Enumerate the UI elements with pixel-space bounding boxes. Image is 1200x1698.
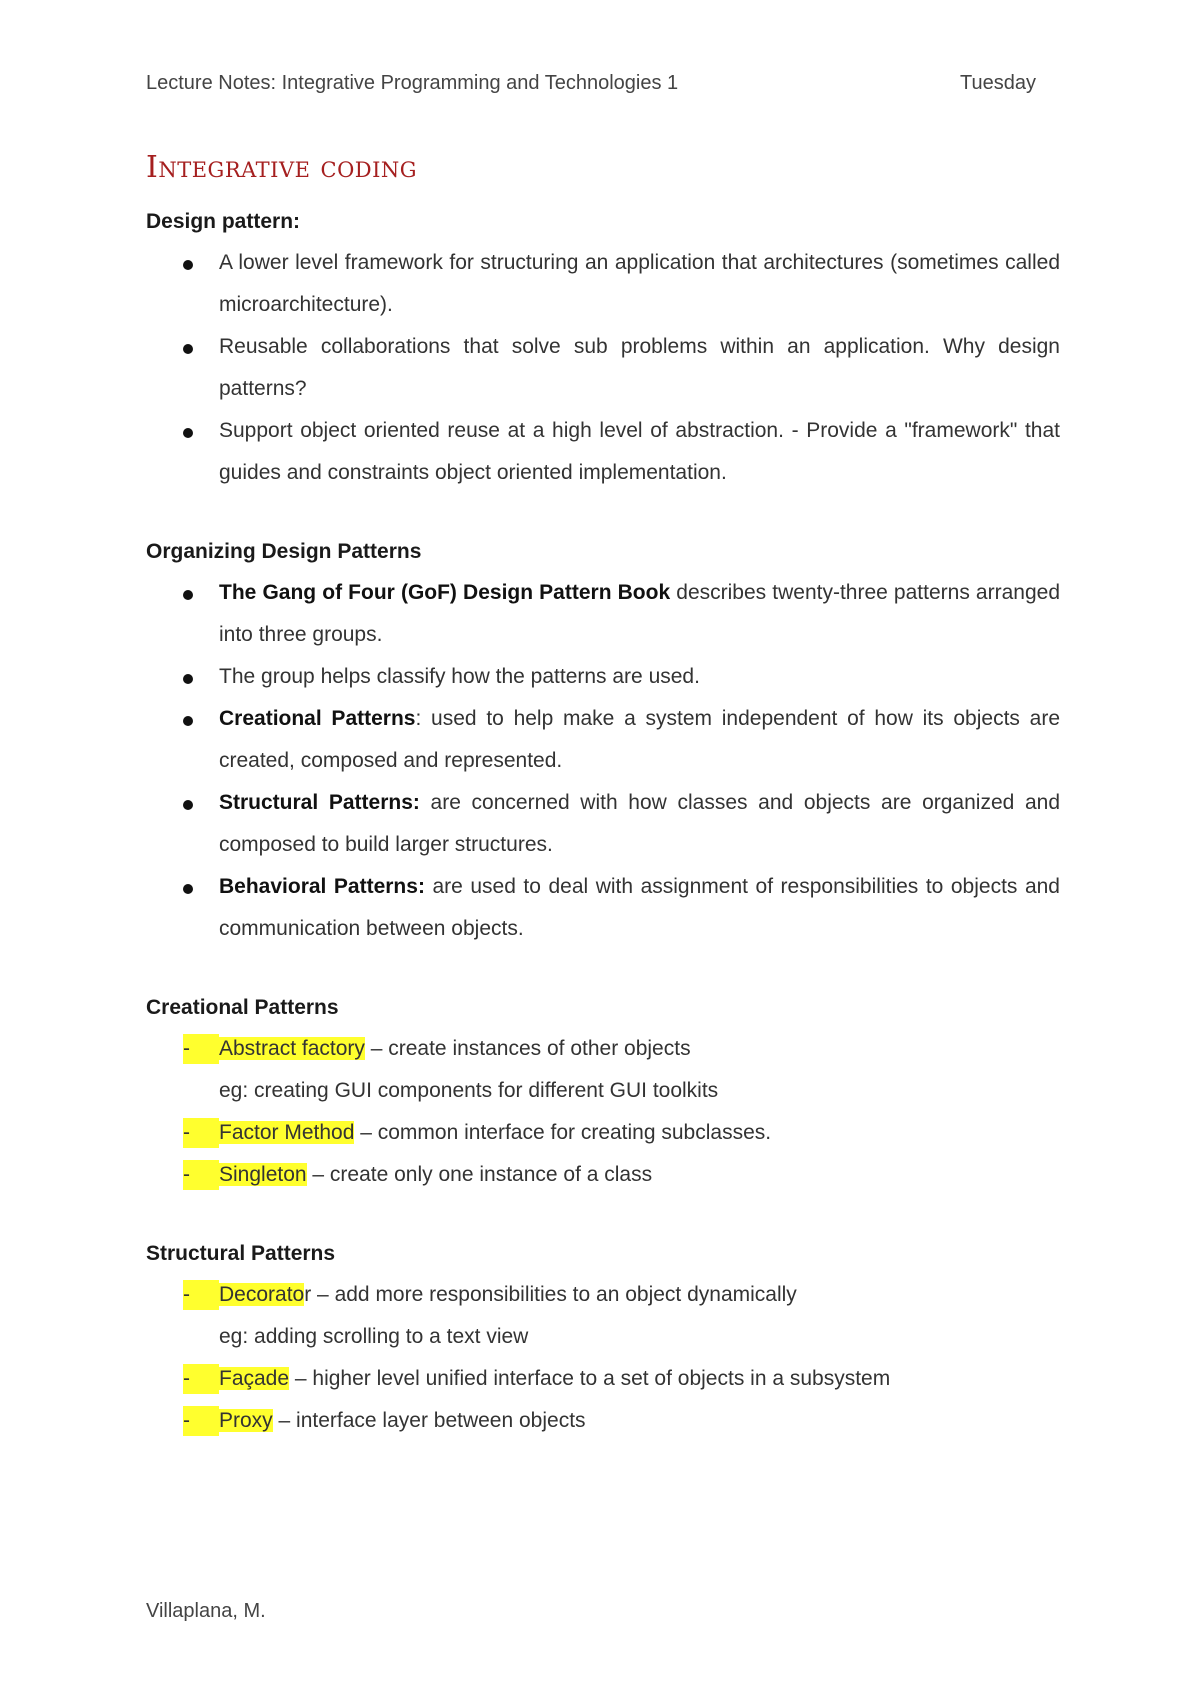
list-item: Creational Patterns: used to help make a system independent of how its objects are created, composed and represented. — [146, 698, 1060, 782]
list-item: - Proxy – interface layer between objects — [146, 1400, 1060, 1442]
bullet-icon — [183, 590, 193, 600]
structural-list — [146, 1274, 1060, 1316]
dash-highlight: - — [183, 1364, 219, 1394]
section-title: Integrative coding — [146, 150, 418, 185]
list-item: - Abstract factory – create instances of other objects — [146, 1028, 1060, 1070]
list-item: Support object oriented reuse at a high level of abstraction. - Provide a "framework" that guides and constraints object oriented implementation. — [146, 410, 1060, 494]
pattern-name: Façade — [219, 1367, 290, 1390]
pattern-name: Abstract factory — [219, 1037, 365, 1060]
dash-highlight: - — [183, 1160, 219, 1190]
design-pattern-list — [146, 242, 1060, 494]
bullet-icon — [183, 428, 193, 438]
creational-heading: Creational Patterns — [146, 996, 339, 1019]
bullet-icon — [183, 260, 193, 270]
list-item: - Decorator – add more responsibilities to an object dynamically — [146, 1274, 1060, 1316]
header-title: Lecture Notes: Integrative Programming and Technologies 1 — [146, 72, 679, 94]
page-footer: Villaplana, M. — [146, 1600, 266, 1622]
dash-highlight: - — [183, 1406, 219, 1436]
header-day: Tuesday — [960, 72, 1036, 94]
list-item: The group helps classify how the patterns are used. — [146, 656, 1060, 698]
dash-highlight: - — [183, 1280, 219, 1310]
dash-highlight: - — [183, 1034, 219, 1064]
organizing-list — [146, 572, 1060, 950]
bullet-icon — [183, 884, 193, 894]
bullet-icon — [183, 716, 193, 726]
bullet-icon — [183, 344, 193, 354]
list-item: Behavioral Patterns: are used to deal with assignment of responsibilities to objects and communication between objects. — [146, 866, 1060, 950]
bullet-icon — [183, 674, 193, 684]
pattern-name: Decorato — [219, 1283, 305, 1306]
creational-list — [146, 1028, 1060, 1070]
pattern-name: Proxy — [219, 1409, 273, 1432]
list-item: Reusable collaborations that solve sub problems within an application. Why design patterns? — [146, 326, 1060, 410]
list-item: The Gang of Four (GoF) Design Pattern Book describes twenty-three patterns arranged into three groups. — [146, 572, 1060, 656]
list-item: - Singleton – create only one instance of a class — [146, 1154, 1060, 1196]
example-text: eg: creating GUI components for different GUI toolkits — [219, 1079, 719, 1102]
document-body — [146, 148, 1060, 1442]
design-pattern-heading: Design pattern: — [146, 210, 301, 233]
pattern-name: Singleton — [219, 1163, 307, 1186]
structural-heading: Structural Patterns — [146, 1242, 336, 1265]
list-item: A lower level framework for structuring an application that architectures (sometimes called microarchitecture). — [146, 242, 1060, 326]
list-item: Structural Patterns: are concerned with how classes and objects are organized and composed to build larger structures. — [146, 782, 1060, 866]
bullet-icon — [183, 800, 193, 810]
list-item: - Factor Method – common interface for creating subclasses. — [146, 1112, 1060, 1154]
organizing-heading: Organizing Design Patterns — [146, 540, 422, 563]
list-item: - Façade – higher level unified interface to a set of objects in a subsystem — [146, 1358, 1060, 1400]
example-text: eg: adding scrolling to a text view — [219, 1325, 529, 1348]
pattern-name: Factor Method — [219, 1121, 355, 1144]
dash-highlight: - — [183, 1118, 219, 1148]
